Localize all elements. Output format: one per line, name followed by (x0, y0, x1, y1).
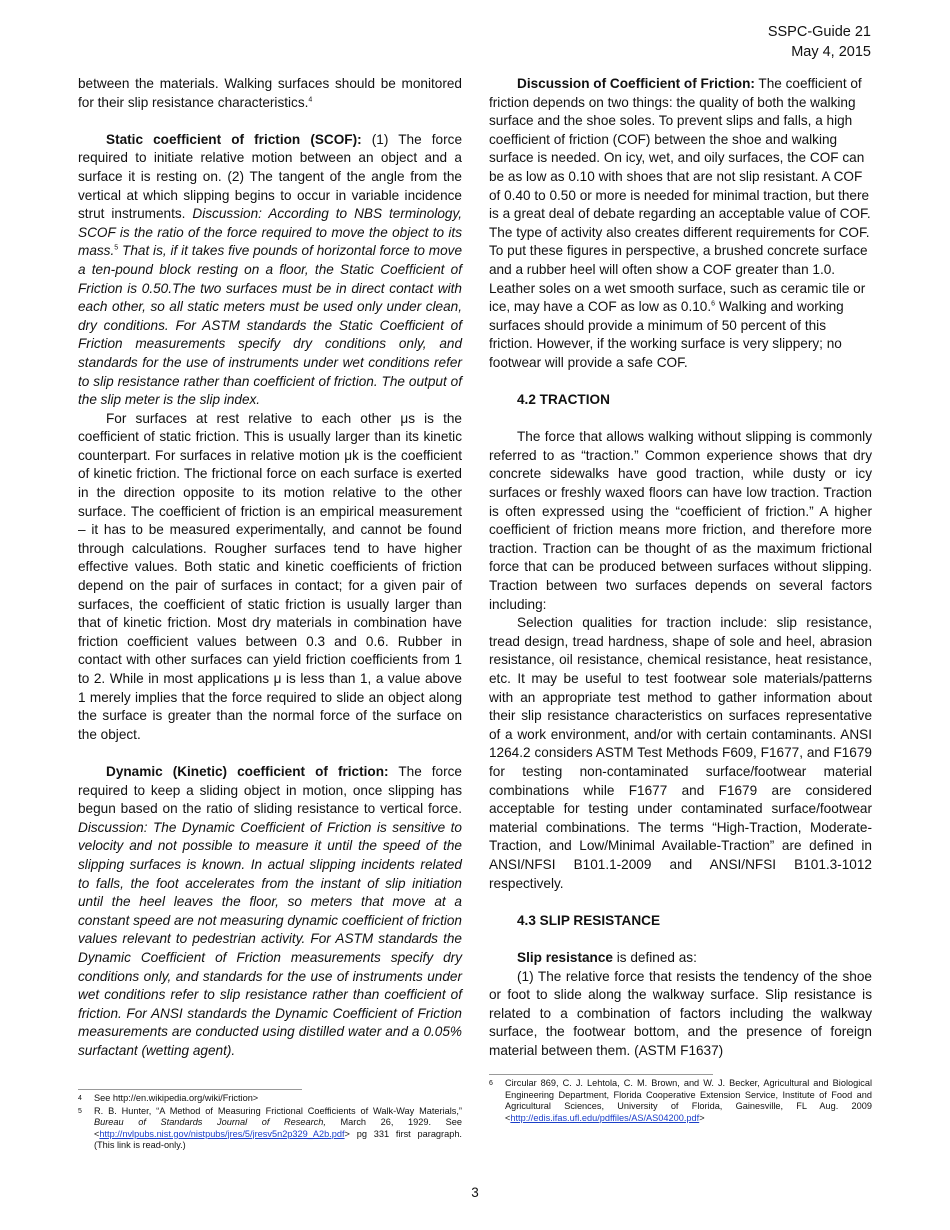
traction-paragraph-2: Selection qualities for traction include: slip resistance, tread design, tread hardness, shape of sole and heel, abrasion resistance, oil resistance, chemical resistance, heat resistance, etc. It may be useful to test footwear sole materials/patterns with an appropriate test method to gather information about their slip resistance characteristics on surfaces representative of a work environment, and/or with certain contaminants. ANSI 1264.2 considers ASTM Test Methods F609, F1677, and F1679 for testing non-contaminated surface/footwear material combinations while F1677 and F1679 are considered acceptable for testing under contaminated surface/footwear material combinations. The terms “High-Traction, Moderate-Traction, and Low/Minimal Available-Traction” are defined in ANSI/NFSI B101.1-2009 and ANSI/NFSI B101.3-1012 respectively. (489, 615, 872, 891)
intro-paragraph: between the materials. Walking surfaces should be monitored for their slip resistance characteristics.$^4$ (78, 76, 462, 110)
traction-heading: 4.2 TRACTION (517, 392, 610, 408)
scof-paragraph: Static coefficient of friction (SCOF): (1) The force required to initiate relative motion between an object and a surface it is resting on. (2) The tangent of the angle from the vertical at which slipping begins to occur in variable incidence strut instruments. Discussion: According to NBS terminology, SCOF is the ratio of the force required to move the object to its mass.$^5$ That is, if it takes five pounds of horizontal force to move a ten-pound block resting on a floor, the Static Coefficient of Friction is 0.50.The two surfaces must be in direct contact with each other, so all static meters must be used only under clean, dry conditions. For ASTM standards the Static Coefficient of Friction measurements specify dry conditions only, and standards for the use of instruments under wet conditions refer to slip resistance rather than coefficient of friction. The output of the slip meter is the slip index. (78, 131, 463, 408)
slip-resistance-heading: 4.3 SLIP RESISTANCE (517, 912, 661, 928)
slip-definition-1: (1) The relative force that resists the tendency of the shoe or foot to slide along the walkway surface. Slip resistance is related to a combination of factors including the walkway surface, the footwear bottom, and the presence of foreign material between them. (ASTM F1637) (489, 968, 872, 1058)
footnote-ref-4: 4 (308, 96, 313, 104)
footnote-ref-6: 6 (711, 300, 716, 308)
footnote-5: 5 R. B. Hunter, “A Method of Measuring Frictional Coefficients of Walk-Way Materials,” Bureau of Standards Journal of Research, March 26, 1929. See <http://nvlpubs.nist.gov/nistpubs/jres/5/jresv5n2p329_A2b.pdf> pg 331 first paragraph. (This link is read-only.) (78, 1105, 462, 1150)
cof-discussion-term: Discussion of Coefficient of Friction: (517, 76, 755, 91)
right-column (489, 75, 872, 1060)
edis-circular-link[interactable]: http://edis.ifas.ufl.edu/pdffiles/AS/AS04200.pdf (510, 1112, 700, 1123)
footnotes-left (78, 1093, 462, 1153)
rest-friction-paragraph: For surfaces at rest relative to each other μs is the coefficient of static friction. This is usually larger than its kinetic counterpart. For surfaces in relative motion μk is the coefficient of kinetic friction. The frictional force on each surface is exerted in the direction opposite to its motion relative to the other surface. The coefficient of friction is an empirical measurement – it has to be measured experimentally, and cannot be found through calculations. Rougher surfaces tend to have higher effective values. Both static and kinetic coefficients of friction depend on the pair of surfaces in contact; for a given pair of surfaces, the coefficient of static friction is usually larger than that of kinetic friction. Most dry materials in combination have friction coefficient values between 0.3 and 0.6. Rubber in contact with other surfaces can yield friction coefficients from 1 to 2. While in most applications μ is less than 1, a value above 1 merely implies that the force required to slide an object along the surface is greater than the normal force of the surface on the object. (78, 410, 462, 742)
document-id: SSPC-Guide 21 (767, 24, 871, 40)
page-number: 3 (471, 1185, 479, 1200)
footnote-divider-right (489, 1074, 713, 1075)
slip-definition: Slip resistance is defined as: (517, 949, 697, 965)
footnote-ref-5: 5 (114, 244, 119, 252)
hunter-paper-link[interactable]: http://nvlpubs.nist.gov/nistpubs/jres/5/jresv5n2p329_A2b.pdf (99, 1128, 345, 1139)
dynamic-cof-paragraph: Dynamic (Kinetic) coefficient of friction: The force required to keep a sliding object in motion, once slipping has begun based on the ratio of sliding resistance to vertical force. Discussion: The Dynamic Coefficient of Friction is sensitive to velocity and not possible to measure it until the speed of the slipping surfaces is known. In actual slipping incidents related to falls, the foot accelerates from the instant of slip initiation until the heel leaves the floor, so meters that move at a constant speed are not measuring dynamic coefficient of friction values relevant to pedestrian activity. For ASTM standards the Dynamic Coefficient of Friction measurements specify dry conditions only, and standards for the use of instruments under wet conditions refer to slip resistance rather than coefficient of friction. For ANSI standards the Dynamic Coefficient of Friction measurements are conducted using distilled water and a 0.05% surfactant (wetting agent). (78, 763, 462, 1058)
left-column (78, 75, 462, 1060)
footnotes-right (489, 1078, 872, 1125)
footnote-divider-left (78, 1089, 302, 1090)
footnote-4: 4 See http://en.wikipedia.org/wiki/Friction> (78, 1093, 259, 1103)
traction-paragraph-1: The force that allows walking without slipping is commonly referred to as “traction.” Common experience shows that dry concrete sidewalks have good traction, while dusty or icy surfaces or freshly waxed floors can have low traction. Traction is often expressed using the “coefficient of friction.” A higher coefficient of friction means more friction, and therefore more traction. Traction can be thought of as the maximum frictional force that can be produced between surfaces without slipping. Traction between two surfaces depends on several factors including: (489, 429, 872, 612)
footnote-6: 6 Circular 869, C. J. Lehtola, C. M. Brown, and W. J. Becker, Agricultural and Biological Engineering Department, Florida Cooperative Extension Service, Institute of Food and Agricultural Sciences, University of Florida, Gainesville, FL Aug. 2009 <http://edis.ifas.ufl.edu/pdffiles/AS/AS04200.pdf> (489, 1078, 872, 1123)
page-header (768, 22, 871, 62)
document-date: May 4, 2015 (791, 44, 871, 60)
dynamic-cof-term: Dynamic (Kinetic) coefficient of friction: (106, 763, 389, 779)
cof-discussion-paragraph: Discussion of Coefficient of Friction: The coefficient of friction depends on two things: the quality of both the walking surface and the shoe soles. To prevent slips and falls, a high coefficient of friction (COF) between the shoe and walking surface is needed. On icy, wet, and oily surfaces, the COF can be as low as 0.10 with shoes that are not slip resistant. A COF of 0.40 to 0.50 or more is needed for minimal traction, but there is a great deal of debate regarding an acceptable value of COF. The type of activity also creates different requirements for COF. To put these figures in perspective, a brushed concrete surface and a rubber heel will often show a COF greater than 1.0. Leather soles on a wet smooth surface, such as ceramic tile or ice, may have a COF as low as 0.10.$^6$ Walking and working surfaces should provide a minimum of 50 percent of this friction. However, if the working surface is very slippery; no footwear will provide a safe COF. (489, 76, 871, 370)
slip-resistance-term: Slip resistance (517, 949, 613, 965)
scof-term: Static coefficient of friction (SCOF): (106, 131, 362, 147)
